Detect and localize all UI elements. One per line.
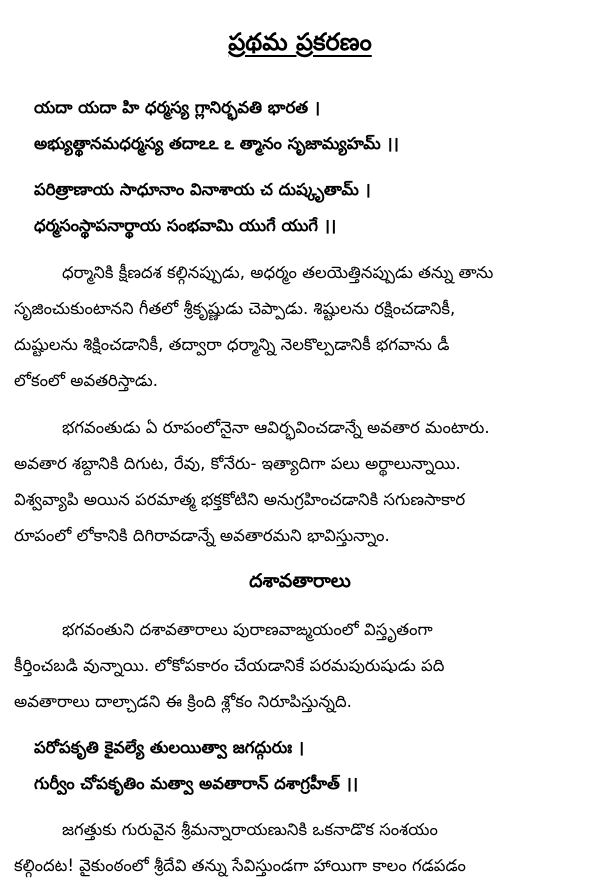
para-2-line-4: రూపంలో లోకానికి దిగిరావడాన్నే అవతారమని భావిస్తున్నాం. [14,526,390,545]
para-3-line-1: భగవంతుని దశావతారాలు పురాణవాఙ్మయంలో విస్తృతంగా [62,620,433,639]
para-1-line-4: లోకంలో అవతరిస్తాడు. [14,371,158,390]
para-2-line-3: విశ్వవ్యాపి అయిన పరమాత్మ భక్తకోటిని అనుగ్రహించడానికి సగుణసాకార [14,490,466,509]
para-4-line-1: జగత్తుకు గురువైన శ్రీమన్నారాయణునికి ఒకనాడొక సంశయం [62,820,438,839]
shloka-1-line-1: యదా యదా హి ధర్మస్య గ్లానిర్భవతి భారత । [34,98,321,117]
shloka-3-line-2: గుర్వీం చోపకృతిం మత్వా అవతారాన్ దశాగ్రహీత్ ।। [34,774,359,793]
para-1-line-2: సృజించుకుంటానని గీతలో శ్రీకృష్ణుడు చెప్పాడు. శిష్టులను రక్షించడానికీ, [14,299,456,318]
para-2-line-2: అవతార శబ్దానికి దిగుట, రేవు, కోనేరు- ఇత్యాదిగా పలు అర్థాలున్నాయి. [14,454,461,473]
para-3-line-3: అవతారాలు దాల్చాడని ఈ క్రింది శ్లోకం నిరూపిస్తున్నది. [14,692,352,711]
shloka-2-line-1: పరిత్రాణాయ సాధూనాం వినాశాయ చ దుష్కృతామ్ । [34,180,371,199]
para-1-line-1: ధర్మానికి క్షీణదశ కల్గినప్పుడు, అధర్మం తలయెత్తినప్పుడు తన్ను తాను [62,263,494,282]
shloka-2-line-2: ధర్మసంస్థాపనార్థాయ సంభవామి యుగే యుగే ।। [34,216,337,235]
para-4-line-2: కల్గిందట! వైకుంఠంలో శ్రీదేవి తన్ను సేవిస్తుండగా హాయిగా కాలం గడపడం [14,856,466,875]
para-3-line-2: కీర్తించబడి వున్నాయి. లోకోపకారం చేయడానికే పరమపురుషుడు పది [14,656,445,675]
shloka-3-line-1: పరోపకృతి కైవల్యే తులయిత్వా జగద్గురుః । [34,738,305,757]
chapter-title: ప్రథమ ప్రకరణం [228,28,372,56]
para-1-line-3: దుష్టులను శిక్షించడానికీ, తద్వారా ధర్మాన్ని నెలకొల్పడానికీ భగవాను డీ [14,335,450,354]
shloka-1-line-2: అభ్యుత్థానమధర్మస్య తదాఽఽ ఽ త్మానం సృజామ్యహమ్ ।। [34,134,399,153]
section-subheading: దశావతారాలు [249,570,351,592]
para-2-line-1: భగవంతుడు ఏ రూపంలోనైనా ఆవిర్భవించడాన్నే అవతార మంటారు. [62,418,490,437]
